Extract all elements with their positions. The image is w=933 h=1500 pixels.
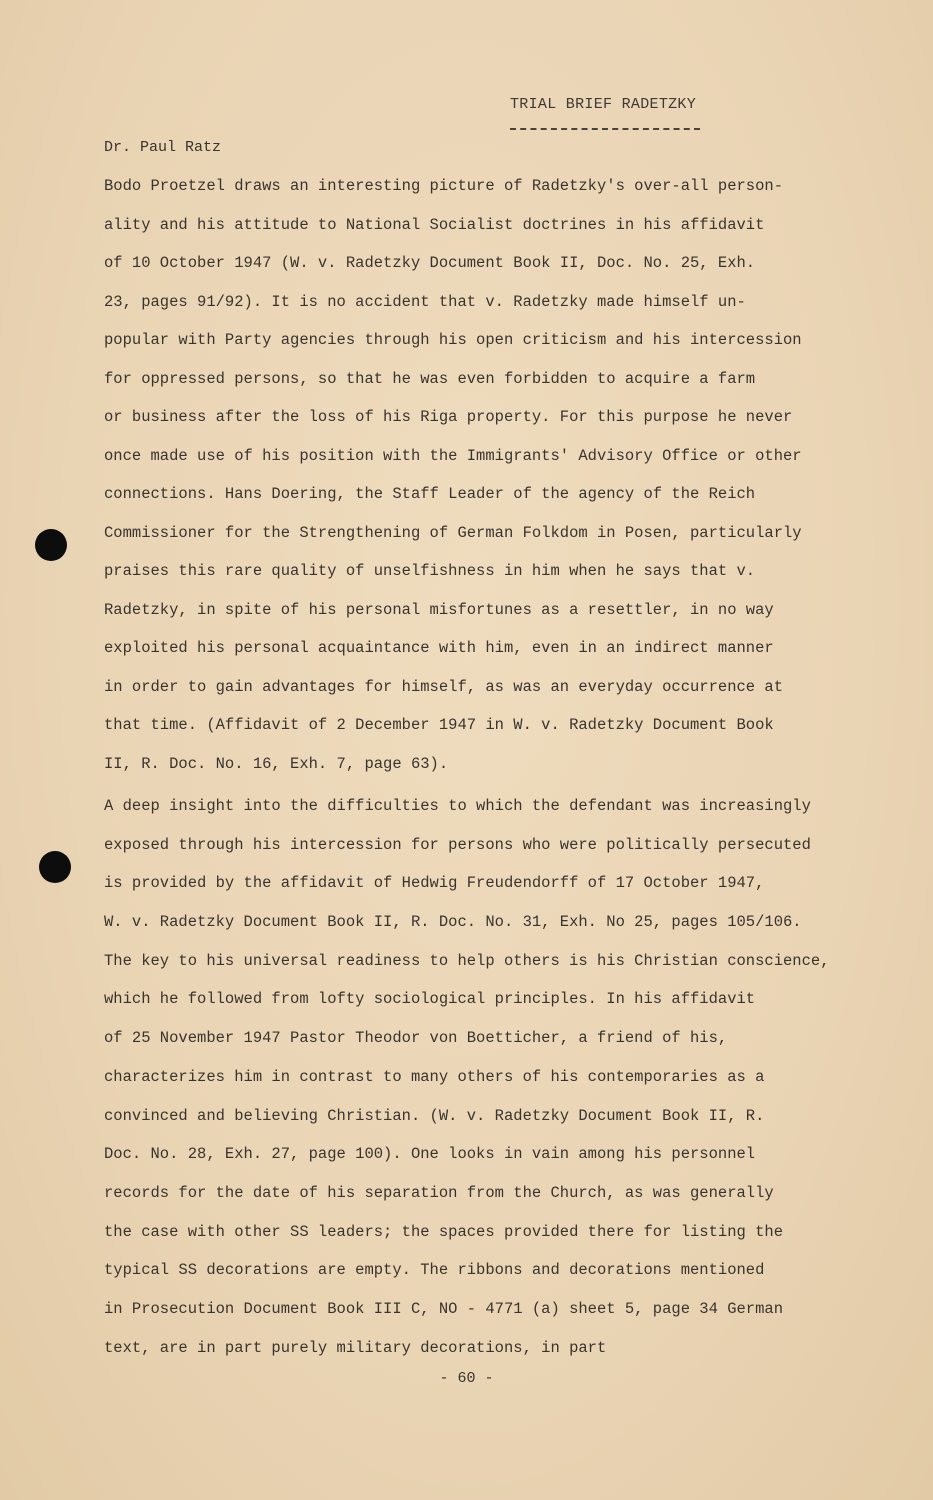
paragraph-1: [104, 167, 864, 783]
text-line: of 25 November 1947 Pastor Theodor von Boetticher, a friend of his,: [104, 1029, 728, 1048]
paragraph-2: [104, 787, 864, 1367]
text-line: typical SS decorations are empty. The ribbons and decorations mentioned: [104, 1261, 765, 1280]
text-line: for oppressed persons, so that he was even forbidden to acquire a farm: [104, 369, 756, 388]
page-number: - 60 -: [439, 1370, 494, 1387]
text-line: W. v. Radetzky Document Book II, R. Doc. No. 31, Exh. No 25, pages 105/106.: [104, 913, 802, 932]
text-line: II, R. Doc. No. 16, Exh. 7, page 63).: [104, 754, 449, 773]
text-line: 23, pages 91/92). It is no accident that v. Radetzky made himself un-: [104, 292, 746, 311]
text-line: Doc. No. 28, Exh. 27, page 100). One looks in vain among his personnel: [104, 1145, 756, 1164]
text-line: once made use of his position with the Immigrants' Advisory Office or other: [104, 446, 802, 465]
text-line: that time. (Affidavit of 2 December 1947 in W. v. Radetzky Document Book: [104, 716, 774, 734]
text-line: in order to gain advantages for himself, as was an everyday occurrence at: [104, 677, 784, 696]
text-line: text, are in part purely military decorations, in part: [104, 1338, 607, 1357]
text-line: Radetzky, in spite of his personal misfortunes as a resettler, in no way: [104, 600, 774, 619]
punch-hole: [39, 851, 71, 883]
text-line: Commissioner for the Strengthening of German Folkdom in Posen, particularly: [104, 523, 802, 542]
text-line: records for the date of his separation from the Church, as was generally: [104, 1183, 774, 1202]
text-line: popular with Party agencies through his open criticism and his intercession: [104, 331, 802, 349]
text-line: convinced and believing Christian. (W. v. Radetzky Document Book II, R.: [104, 1106, 765, 1125]
title-underline: [510, 128, 700, 130]
text-line: praises this rare quality of unselfishness in him when he says that v.: [104, 562, 756, 580]
text-line: is provided by the affidavit of Hedwig Freudendorff of 17 October 1947,: [104, 874, 765, 893]
text-line: which he followed from lofty sociological principles. In his affidavit: [104, 990, 756, 1009]
text-line: of 10 October 1947 (W. v. Radetzky Document Book II, Doc. No. 25, Exh.: [104, 254, 756, 272]
text-line: characterizes him in contrast to many others of his contemporaries as a: [104, 1067, 765, 1086]
text-line: the case with other SS leaders; the spaces provided there for listing the: [104, 1222, 784, 1241]
author-name: Dr. Paul Ratz: [104, 139, 222, 156]
text-line: A deep insight into the difficulties to which the defendant was increasingly: [104, 797, 811, 815]
text-line: The key to his universal readiness to help others is his Christian conscience,: [104, 951, 830, 970]
text-line: in Prosecution Document Book III C, NO - 4771 (a) sheet 5, page 34 German: [104, 1299, 784, 1318]
text-line: exposed through his intercession for persons who were politically persecuted: [104, 835, 811, 854]
text-line: Bodo Proetzel draws an interesting picture of Radetzky's over-all person-: [104, 177, 784, 195]
document-title: TRIAL BRIEF RADETZKY: [510, 96, 697, 113]
text-line: or business after the loss of his Riga property. For this purpose he never: [104, 408, 793, 426]
text-line: ality and his attitude to National Socialist doctrines in his affidavit: [104, 215, 765, 234]
text-line: exploited his personal acquaintance with him, even in an indirect manner: [104, 639, 774, 657]
text-line: connections. Hans Doering, the Staff Leader of the agency of the Reich: [104, 485, 756, 503]
punch-hole: [35, 529, 67, 561]
